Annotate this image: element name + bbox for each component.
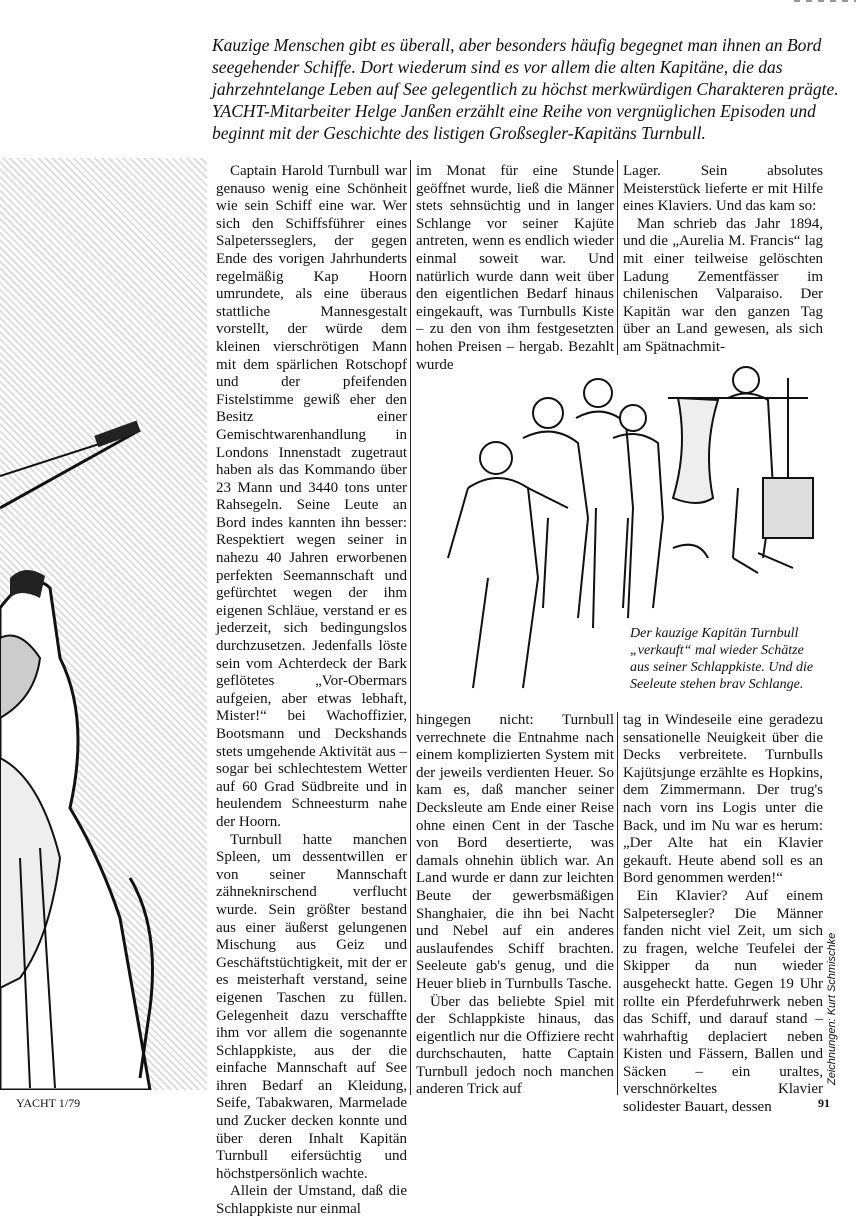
col2b-paragraph-2: Über das beliebte Spiel mit der Schlappkiste hinaus, das eigentlich nur die Offiziere recht durchschauten, hatte Captain Turnbull jedoch noch manchen anderen Trick auf — [416, 993, 614, 1098]
col3-paragraph-1: Lager. Sein absolutes Meisterstück lieferte er mit Hilfe eines Klaviers. Und das kam so: — [623, 163, 823, 215]
col1-paragraph-3: Allein der Umstand, daß die Schlappkiste nur einmal — [216, 1183, 407, 1218]
column-2-bottom — [416, 712, 614, 1099]
column-rule-1 — [410, 160, 411, 1095]
top-edge-mark — [794, 0, 856, 2]
page-number: 91 — [818, 1096, 830, 1110]
column-3-bottom — [623, 712, 823, 1117]
col3-paragraph-2: Man schrieb das Jahr 1894, und die „Aurelia M. Francis“ lag mit einer teilweise gelöschten Ladung Zementfässer im chilenischen Valparaiso. Der Kapitän war den ganzen Tag über an Land gewesen, als sich am Spätnachmit- — [623, 215, 823, 355]
col1-paragraph-2: Turnbull hatte manchen Spleen, um dessentwillen er von seiner Mannschaft zähneknirschend verflucht wurde. Sein größter bestand aus einer äußerst gelungenen Mischung aus Geiz und Geschäftstüchtigkeit, mit der er es meisterhaft verstand, seine eigenen Taschen zu füllen. Gelegenheit dazu verschaffte ihm vor allem die sogenannte Schlappkiste, aus der die einfache Mannschaft auf See ihren Bedarf an Kleidung, Seife, Tabakwaren, Marmelade und Zucker decken konnte und über deren Inhalt Kapitän Turnbull eifersüchtig und höchstpersönlich wachte. — [216, 831, 407, 1182]
column-rule-2 — [617, 160, 618, 355]
footer-issue: YACHT 1/79 — [16, 1096, 81, 1110]
col1-paragraph-1: Captain Harold Turnbull war genauso wenig eine Schönheit wie sein Schiff eine war. Wer sich den Schiffsführer eines Salpetersseglers, der gegen Ende des vorigen Jahrhunderts regelmäßig Kap Hoorn umrundete, als eine überaus stattliche Mannesgestalt vorstellt, der würde dem kleinen vierschrötigen Mann mit dem spärlichen Rotschopf und der pfeifenden Fistelstimme gewiß eher den Besitz einer Gemischtwarenhandlung in Londons Innenstadt zugetraut haben als das Kommando über 23 Mann und 3440 tons unter Rahsegeln. Seine Leute an Bord indes kannten ihn besser: Respektiert wegen seiner in nahezu 40 Jahren erworbenen perfekten Seemannschaft und gefürchtet wegen der ihm eigenen Schläue, verstand er es jederzeit, sich bedingungslos durchzusetzen. Jedenfalls löste sein vom Achterdeck der Bark geflötetes „Vor-Obermars aufgeien, aber etwas lebhaft, Mister!“ bei Wachoffizier, Bootsmann und Deckshands stets umgehende Aktivität aus – sogar bei schlechtestem Wetter auf 60 Grad Südbreite und in heulendem Schneesturm nahe der Hoorn. — [216, 163, 407, 830]
column-1 — [216, 163, 407, 1219]
col3b-paragraph-1: tag in Windeseile eine geradezu sensationelle Neuigkeit über die Decks verbreitete. Turnbulls Kajütsjunge erzählte es Hopkins, dem Zimmermann. Der trug's nach vorn ins Logis unter die Back, und im Nu war es herum: „Der Alte hat ein Klavier gekauft. Heute abend soll es an Bord genommen werden!“ — [623, 712, 823, 887]
column-rule-3 — [617, 712, 618, 1095]
col3b-paragraph-2: Ein Klavier? Auf einem Salpetersegler? Die Männer fanden nicht viel Zeit, um sich zu fragen, welche Teufelei der Skipper da nun wieder ausgeheckt hatte. Gegen 19 Uhr rollte ein Pferdefuhrwerk neben das Schiff, und darauf stand – wahrhaftig deplaciert neben Kisten und Fässern, Ballen und Säcken – ein uraltes, verschnörkeltes Klavier solidester Bauart, dessen — [623, 887, 823, 1116]
column-2-top — [416, 163, 614, 374]
captain-drawing — [0, 158, 207, 1090]
column-3-top — [623, 163, 823, 357]
illustration-credit: Zeichnungen: Kurt Schmischke — [826, 932, 838, 1085]
left-illustration — [0, 158, 207, 1090]
intro-paragraph: Kauzige Menschen gibt es überall, aber besonders häufig begegnet man ihnen an Bord seegehender Schiffe. Dort wiederum sind es vor allem die alten Kapitäne, die das jahrzehntelange Leben auf See gelegentlich zu höchst merkwürdigen Charakteren prägte. YACHT-Mitarbeiter Helge Janßen erzählt eine Reihe von vergnüglichen Episoden und beginnt mit der Geschichte des listigen Großsegler-Kapitäns Turnbull. — [212, 35, 839, 143]
col2b-paragraph-1: hingegen nicht: Turnbull verrechnete die Entnahme nach einem komplizierten System mit der jeweils verdienten Heuer. So kam es, daß mancher seiner Decksleute am Ende einer Reise ohne einen Cent in der Tasche von Bord desertierte, was damals ohnehin üblich war. An Land wurde er dann zur leichten Beute der gewerbsmäßigen Shanghaier, die ihn bei Nacht und Nebel auf ein anderes auslaufendes Schiff brachten. Seeleute gab's genug, und die Heuer blieb in Turnbulls Tasche. — [416, 712, 614, 992]
col2-paragraph: im Monat für eine Stunde geöffnet wurde, ließ die Männer stets sehnsüchtig und in langer Schlange vor seiner Kajüte antreten, wenn es endlich wieder einmal soweit war. Und natürlich wurde dann weit über den eigentlichen Bedarf hinaus eingekauft, was Turnbulls Kiste – zu den von ihm festgesetzten hohen Preisen – hergab. Bezahlt wurde — [416, 163, 614, 373]
illustration-caption: Der kauzige Kapitän Turnbull „verkauft“ mal wieder Schätze aus seiner Schlappkiste. Und die Seeleute stehen brav Schlange. — [630, 626, 814, 692]
